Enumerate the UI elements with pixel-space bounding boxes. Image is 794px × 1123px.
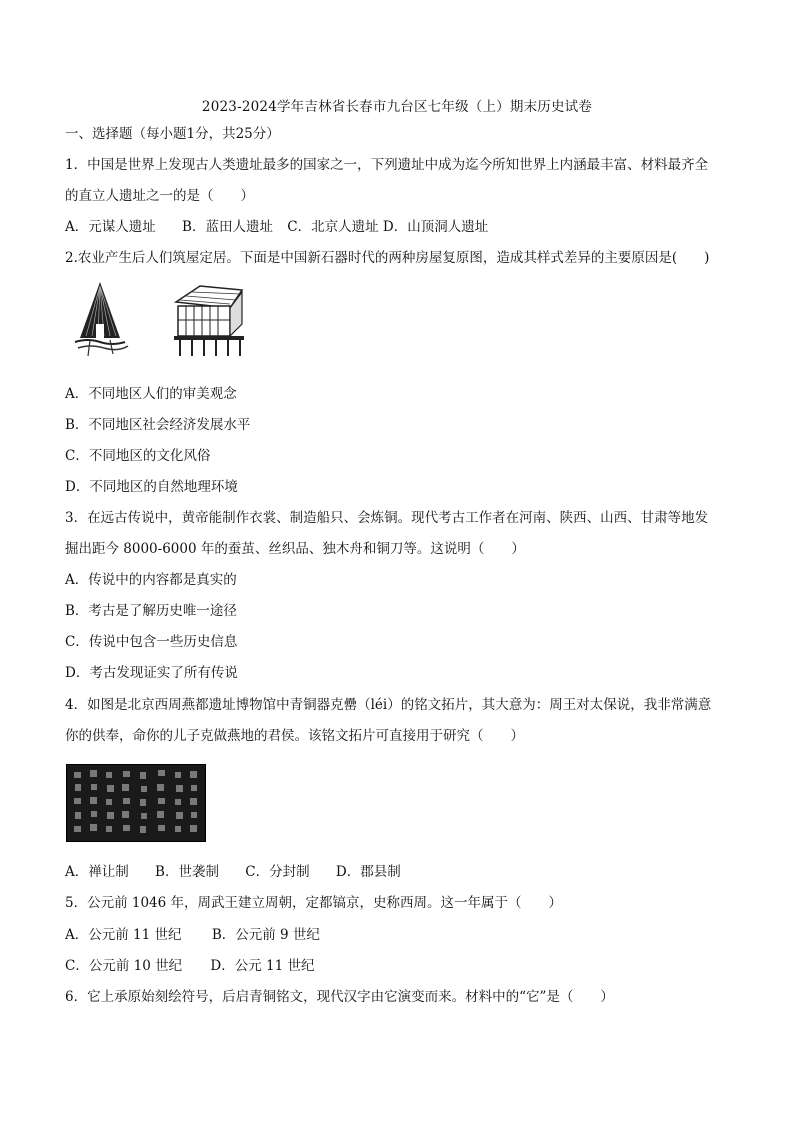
q4-option-b: B．世袭制: [155, 864, 219, 880]
q2-stem: 2.农业产生后人们筑屋定居。下面是中国新石器时代的两种房屋复原图，造成其样式差异的主要原因是( ): [65, 250, 710, 266]
q5-option-d: D．公元 11 世纪: [210, 958, 315, 974]
q1-stem-line2: 的直立人遗址之一的是（ ）: [65, 188, 254, 204]
q5-option-b: B．公元前 9 世纪: [211, 927, 320, 943]
q2-option-b: B．不同地区社会经济发展水平: [65, 417, 251, 433]
neolithic-houses-figure: [70, 280, 250, 360]
q2-option-c: C．不同地区的文化风俗: [65, 448, 211, 464]
q5-options-row1: [65, 925, 737, 945]
q1-option-a: A．元谋人遗址: [65, 219, 156, 235]
q3-stem-line1: 3．在远古传说中，黄帝能制作衣裳、制造船只、会炼铜。现代考古工作者在河南、陕西、山西、甘肃等地发: [65, 510, 709, 526]
q1-option-d: D．山顶洞人遗址: [382, 219, 489, 235]
q3-option-c: C．传说中包含一些历史信息: [65, 634, 238, 650]
q4-option-a: A．禅让制: [65, 864, 129, 880]
q4-stem-line2: 你的供奉，命你的儿子克做燕地的君侯。该铭文拓片可直接用于研究（ ）: [65, 728, 524, 744]
q4-stem-line1: 4．如图是北京西周燕都遗址博物馆中青铜器克罍（léi）的铭文拓片，其大意为：周王对太保说，我非常满意: [65, 697, 712, 713]
q3-option-d: D．考古发现证实了所有传说: [65, 665, 238, 681]
q1-option-b: B．蓝田人遗址: [182, 219, 273, 235]
q1-stem-line1: 1．中国是世界上发现古人类遗址最多的国家之一，下列遗址中成为迄今所知世界上内涵最丰富、材料最齐全: [65, 157, 709, 173]
q4-options: [65, 862, 737, 882]
thatched-hut-icon: [75, 282, 128, 356]
q5-stem: 5．公元前 1046 年，周武王建立周朝，定都镐京，史称西周。这一年属于（ ）: [65, 895, 563, 911]
q1-options: [65, 217, 737, 237]
section-heading: 一、选择题（每小题1分，共25分）: [65, 126, 280, 142]
q5-option-c: C．公元前 10 世纪: [65, 958, 183, 974]
exam-title: 2023-2024学年吉林省长春市九台区七年级（上）期末历史试卷: [201, 99, 593, 115]
q3-stem-line2: 掘出距今 8000-6000 年的蚕茧、丝织品、独木舟和铜刀等。这说明（ ）: [65, 541, 525, 557]
q1-option-c: C．北京人遗址: [287, 219, 379, 235]
q3-option-b: B．考古是了解历史唯一途径: [65, 603, 237, 619]
bronze-inscription-rubbing-figure: [66, 764, 206, 842]
q6-stem: 6．它上承原始刻绘符号，后启青铜铭文，现代汉字由它演变而来。材料中的“它”是（ ）: [65, 989, 614, 1005]
q2-option-d: D．不同地区的自然地理环境: [65, 479, 238, 495]
q4-option-c: C．分封制: [245, 864, 310, 880]
q4-option-d: D．郡县制: [335, 864, 401, 880]
q3-option-a: A．传说中的内容都是真实的: [65, 572, 237, 588]
stilt-house-icon: [174, 286, 244, 356]
q5-options-row2: [65, 956, 737, 976]
q5-option-a: A．公元前 11 世纪: [65, 927, 182, 943]
q2-option-a: A．不同地区人们的审美观念: [65, 386, 237, 402]
